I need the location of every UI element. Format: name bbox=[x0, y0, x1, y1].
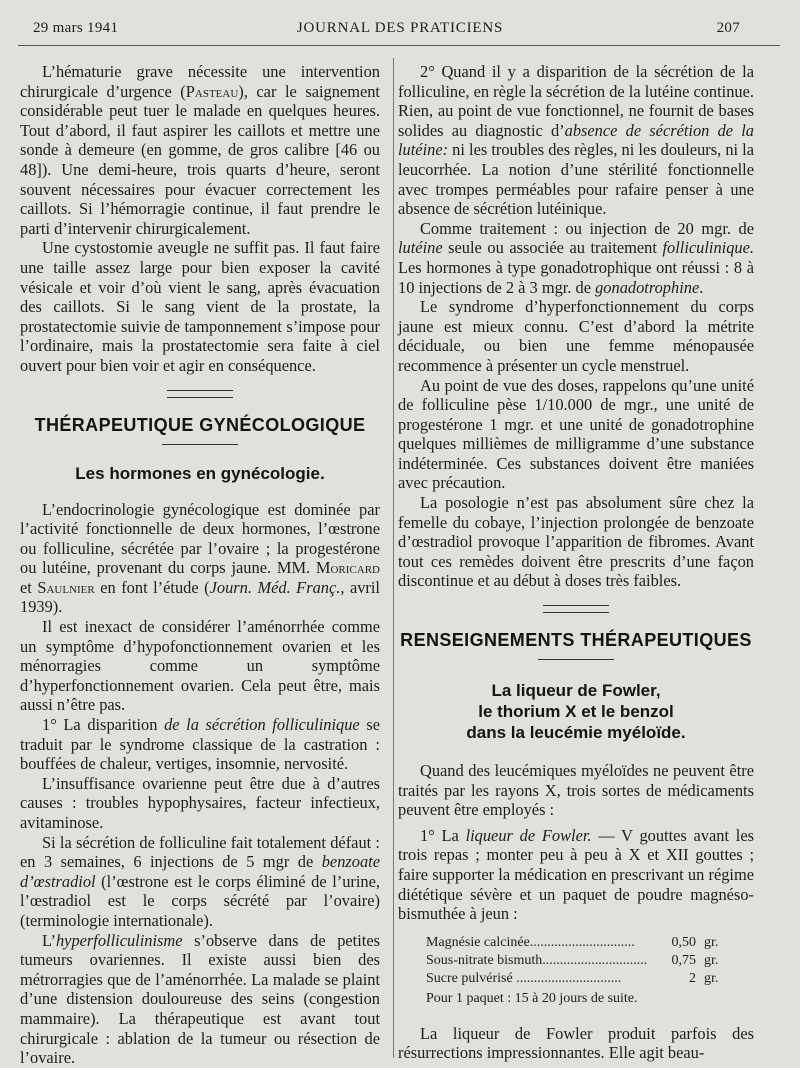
column-divider bbox=[393, 58, 394, 1058]
paragraph-hematurie: L’hématurie grave nécessite une intervention chirurgicale d’urgence (Pasteau), car le saignement considérable peut tuer le malade en quelques heures. Tout d’abord, il faut aspirer les caillots et mettre une sonde à demeure (en gomme, de gros calibre [46 ou 48]). Une demi-heure, trois quarts d’heure, seront souvent nécessaires pour évacuer correctement les caillots. Si l’hémorragie continue, il faut prendre le parti d’intervenir chirurgicalement. bbox=[20, 62, 380, 238]
paragraph-secretion-folliculine: Si la sécrétion de folliculine fait totalement défaut : en 3 semaines, 6 injections de 5 mgr de benzoate d’œstradiol (l’œstrone est le corps éliminé de l’urine, l’œstradiol est le corps sécrété par l’ovaire) (terminologie internationale). bbox=[20, 832, 380, 930]
paragraph-cystostomie: Une cystostomie aveugle ne suffit pas. Il faut faire une taille assez large pour bien exposer la cavité vésicale et voir d’où vient le sang, après évacuation des caillots. Si le sang vient de la prostate, la prostatectomie suivie de tamponnement s’impose pour l’ordinaire, mais la prostatectomie sera faite à ciel ouvert pour bien voir et agir en conséquence. bbox=[20, 238, 380, 375]
paragraph-traitement: Comme traitement : ou injection de 20 mgr. de lutéine seule ou associée au traitement folliculinique. Les hormones à type gonadotrophique ont réussi : 8 à 10 injections de 2 à 3 mgr. de gonadotrophine. bbox=[398, 218, 754, 297]
paragraph-liqueur-fowler: 1° La liqueur de Fowler. — V gouttes avant les trois repas ; monter peu à peu à X et XII gouttes ; faire supporter la médication en prescrivant un régime diététique sévère et un paquet de poudre magnéso-bismuthée à jeun : bbox=[398, 825, 755, 924]
paragraph-leucemiques: Quand des leucémiques myéloïdes ne peuvent être traités par les rayons X, trois sortes de médicaments peuvent être employés : bbox=[398, 761, 754, 820]
paragraph-insuffisance: L’insuffisance ovarienne peut être due à d’autres causes : troubles hypophysaires, facteur infectieux, avitaminose. bbox=[20, 773, 380, 832]
prescription-formula bbox=[426, 934, 754, 1008]
header-journal-title: JOURNAL DES PRATICIENS bbox=[296, 20, 504, 36]
section-ornament bbox=[167, 390, 233, 398]
section-ornament bbox=[543, 605, 609, 613]
right-column bbox=[398, 62, 754, 1063]
paragraph-disparition: 1° La disparition de la sécrétion folliculinique se traduit par le syndrome classique de la castration : bouffées de chaleur, vertiges, insomnie, nervosité. bbox=[20, 715, 380, 774]
formula-row: Sous-nitrate bismuth.............................. 0,75 gr. bbox=[426, 952, 719, 968]
header-page-number: 207 bbox=[716, 20, 740, 36]
formula-note: Pour 1 paquet : 15 à 20 jours de suite. bbox=[426, 990, 638, 1006]
section-rule bbox=[162, 444, 238, 445]
section-rule bbox=[538, 659, 614, 660]
article-title-hormones: Les hormones en gynécologie. bbox=[75, 463, 325, 483]
article-title-fowler: La liqueur de Fowler, le thorium X et le benzol dans la leucémie myéloïde. bbox=[466, 681, 686, 743]
formula-row: Magnésie calcinée.............................. 0,50 gr. bbox=[426, 934, 719, 950]
paragraph-fowler-effets: La liqueur de Fowler produit parfois des résurrections impressionnantes. Elle agit beau- bbox=[398, 1023, 754, 1063]
header-rule bbox=[18, 45, 780, 46]
paragraph-endocrinologie: L’endocrinologie gynécologique est dominée par l’activité fonctionnelle de deux hormones, l’œstrone ou folliculine, sécrétée par l’ovaire ; la progestérone ou lutéine, provenant du corps jaune. MM. Moricard et Saulnier en font l’étude (Journ. Méd. Franç., avril 1939). bbox=[20, 499, 380, 617]
left-column bbox=[20, 62, 380, 1068]
section-title-gynecologique: THÉRAPEUTIQUE GYNÉCOLOGIQUE bbox=[34, 414, 366, 435]
page-header bbox=[0, 0, 800, 44]
header-date: 29 mars 1941 bbox=[33, 20, 119, 36]
paragraph-inexact: Il est inexact de considérer l’aménorrhée comme un symptôme d’hypofonctionnement ovarien et les ménorragies comme un symptôme d’hyperfonctionnement ovarien. Cela peut être, mais aussi n’être pas. bbox=[20, 617, 380, 715]
section-title-renseignements: RENSEIGNEMENTS THÉRAPEUTIQUES bbox=[400, 630, 752, 651]
paragraph-lutéine: 2° Quand il y a disparition de la sécrétion de la folliculine, en règle la sécrétion de la lutéine continue. Rien, au point de vue fonctionnel, ne fournit de bases solides au diagnostic d’absence de sécrétion de la lutéine: ni les troubles des règles, ni les douleurs, ni la leucorrhée. La notion d’une stérilité fonctionnelle avec trompes perméables pour rafaire penser à une absence de sécrétion lutéinique. bbox=[398, 62, 755, 219]
paragraph-posologie: La posologie n’est pas absolument sûre chez la femelle du cobaye, l’injection prolongée de benzoate d’œstradiol provoque l’apparition de fibromes. Avant tout ces remèdes doivent être prescrits d’une façon discontinue et au début à doses très faibles. bbox=[398, 493, 754, 591]
paragraph-syndrome: Le syndrome d’hyperfonctionnement du corps jaune est mieux connu. C’est d’abord la métrite déciduale, ou bien une femme ménopausée recommence à présenter un cycle menstruel. bbox=[398, 297, 754, 375]
formula-row: Sucre pulvérisé .............................. 2 gr. bbox=[426, 970, 719, 986]
paragraph-hyperfolliculinisme: L’hyperfolliculinisme s’observe dans de petites tumeurs ovariennes. Il existe aussi bien des métrorragies que de l’aménorrhée. La malade se plaint d’une distension douloureuse des seins (congestion mammaire). La thérapeutique est avant tout chirurgicale : ablation de la tumeur ou résection de l’ovaire. bbox=[20, 930, 380, 1068]
paragraph-doses: Au point de vue des doses, rappelons qu’une unité de folliculine pèse 1/10.000 de mgr., une unité de progestérone 1 mgr. et une unité de gonadotrophine quelques millièmes de milligramme d’une substance indéterminée. Ces substances doivent être maniées avec précaution. bbox=[398, 375, 754, 493]
